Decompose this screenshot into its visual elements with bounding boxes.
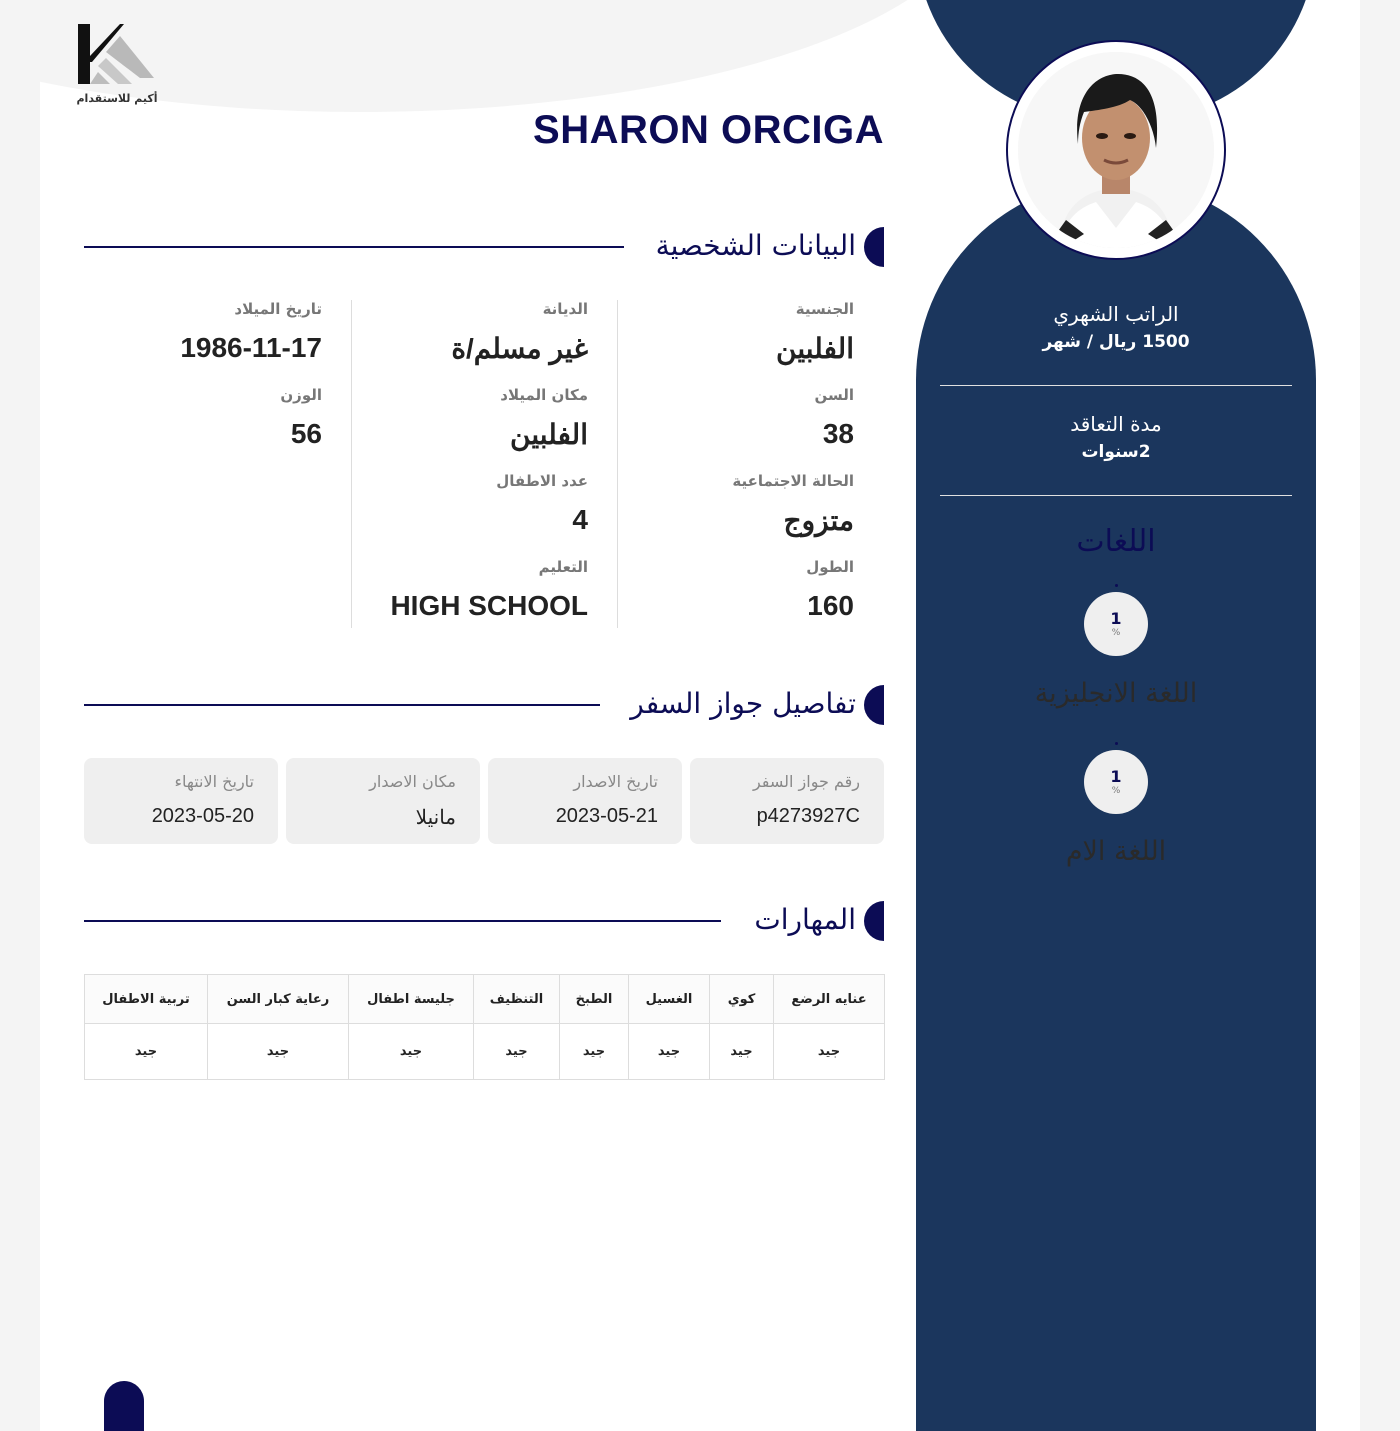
- language-level-circle: [1084, 750, 1148, 814]
- logo-mark-icon: [76, 22, 158, 92]
- skill-level: جيد: [560, 1024, 629, 1080]
- contract-label: مدة التعاقد: [1070, 412, 1162, 436]
- education-field: [390, 558, 588, 622]
- photo-frame: [1006, 40, 1226, 260]
- skill-header: كوي: [710, 975, 774, 1024]
- issue-place-card: [286, 758, 480, 844]
- weight-field: [280, 386, 322, 450]
- languages-title: اللغات: [1076, 524, 1156, 559]
- card-label: تاريخ الانتهاء: [174, 772, 254, 791]
- skill-level: جيد: [629, 1024, 710, 1080]
- skill-header: عنايه الرضع: [774, 975, 885, 1024]
- logo-text: أكيم للاستقدام: [76, 92, 158, 105]
- field-label: تاريخ الميلاد: [234, 300, 322, 318]
- passport-section-title: تفاصيل جواز السفر: [630, 687, 856, 720]
- skills-level-row: [85, 1024, 885, 1080]
- field-value: 38: [822, 418, 854, 449]
- company-logo: [76, 22, 158, 108]
- language-level: 1: [1110, 609, 1122, 628]
- skill-header: التنظيف: [474, 975, 560, 1024]
- children-field: [496, 472, 588, 536]
- language-name: اللغة الانجليزية: [1034, 678, 1198, 709]
- age-field: [814, 386, 854, 450]
- portrait-icon: [1018, 52, 1214, 248]
- skills-table: [84, 974, 885, 1080]
- field-value: HIGH SCHOOL: [390, 590, 588, 621]
- nationality-field: [776, 300, 854, 365]
- birth-place-field: [500, 386, 588, 451]
- sidebar-divider: [940, 495, 1292, 496]
- contract-value: 2سنوات: [1081, 442, 1151, 462]
- card-value: 2023-05-21: [555, 805, 658, 827]
- issue-date-card: [488, 758, 682, 844]
- sidebar: [916, 0, 1316, 1431]
- salary-label: الراتب الشهري: [1053, 302, 1179, 326]
- salary-info: [940, 302, 1292, 352]
- field-value: غير مسلم/ة: [451, 333, 588, 364]
- field-value: 160: [807, 590, 854, 621]
- sidebar-divider: [940, 385, 1292, 386]
- skill-level: جيد: [349, 1024, 474, 1080]
- skill-level: جيد: [208, 1024, 349, 1080]
- field-label: السن: [814, 386, 854, 404]
- expiry-date-card: [84, 758, 278, 844]
- skill-header: رعاية كبار السن: [208, 975, 349, 1024]
- heading-cap: [864, 685, 884, 725]
- heading-rule: [84, 704, 600, 706]
- field-value: 56: [290, 418, 322, 449]
- field-label: مكان الميلاد: [500, 386, 588, 404]
- personal-section-heading: [84, 226, 884, 268]
- field-value: الفلبين: [510, 419, 588, 450]
- card-label: مكان الاصدار: [369, 772, 456, 791]
- heading-rule: [84, 246, 624, 248]
- info-column: [351, 300, 618, 628]
- personal-section-title: البيانات الشخصية: [655, 229, 856, 262]
- marital-status-field: [732, 472, 854, 537]
- language-dot: [1115, 742, 1118, 745]
- skill-level: جيد: [474, 1024, 560, 1080]
- field-value: 1986-11-17: [180, 332, 322, 363]
- field-label: الديانة: [542, 300, 588, 318]
- skill-level: جيد: [85, 1024, 208, 1080]
- skill-header: تربية الاطفال: [85, 975, 208, 1024]
- heading-cap: [864, 227, 884, 267]
- cv-page: [40, 0, 1360, 1431]
- field-label: التعليم: [538, 558, 588, 576]
- language-name: اللغة الام: [1065, 836, 1167, 867]
- heading-cap: [864, 901, 884, 941]
- info-column: [86, 300, 352, 628]
- salary-value: 1500 ريال / شهر: [1042, 332, 1190, 352]
- skills-header-row: [85, 975, 885, 1024]
- language-level: 1: [1110, 767, 1122, 786]
- field-label: عدد الاطفال: [496, 472, 588, 490]
- personal-info-grid: [84, 300, 884, 630]
- birth-date-field: [180, 300, 322, 364]
- field-label: الجنسية: [795, 300, 854, 318]
- candidate-photo: [1018, 52, 1214, 248]
- info-column: [617, 300, 884, 628]
- card-value: 2023-05-20: [151, 805, 254, 827]
- passport-section-heading: [84, 684, 884, 726]
- contract-info: [940, 412, 1292, 462]
- passport-number-card: [690, 758, 884, 844]
- card-label: رقم جواز السفر: [752, 772, 860, 791]
- language-level-unit: %: [1111, 786, 1121, 796]
- field-label: الطول: [806, 558, 854, 576]
- card-label: تاريخ الاصدار: [573, 772, 658, 791]
- skill-header: الغسيل: [629, 975, 710, 1024]
- skills-section-title: المهارات: [754, 903, 856, 936]
- height-field: [806, 558, 854, 622]
- religion-field: [451, 300, 588, 365]
- skills-section-heading: [84, 900, 884, 942]
- field-value: الفلبين: [776, 333, 854, 364]
- field-value: 4: [572, 504, 588, 535]
- card-value: p4273927C: [756, 805, 860, 827]
- header-swoosh: [40, 0, 980, 112]
- field-label: الوزن: [280, 386, 322, 404]
- decorative-pill: [104, 1381, 144, 1431]
- skill-header: الطبخ: [560, 975, 629, 1024]
- field-label: الحالة الاجتماعية: [732, 472, 854, 490]
- skill-level: جيد: [710, 1024, 774, 1080]
- skill-level: جيد: [774, 1024, 885, 1080]
- language-level-unit: %: [1111, 628, 1121, 638]
- language-dot: [1115, 584, 1118, 587]
- candidate-name: SHARON ORCIGA: [533, 108, 884, 152]
- field-value: متزوج: [783, 505, 854, 536]
- passport-cards: [84, 758, 884, 844]
- heading-rule: [84, 920, 721, 922]
- card-value: مانيلا: [415, 807, 456, 829]
- language-level-circle: [1084, 592, 1148, 656]
- skill-header: جليسة اطفال: [349, 975, 474, 1024]
